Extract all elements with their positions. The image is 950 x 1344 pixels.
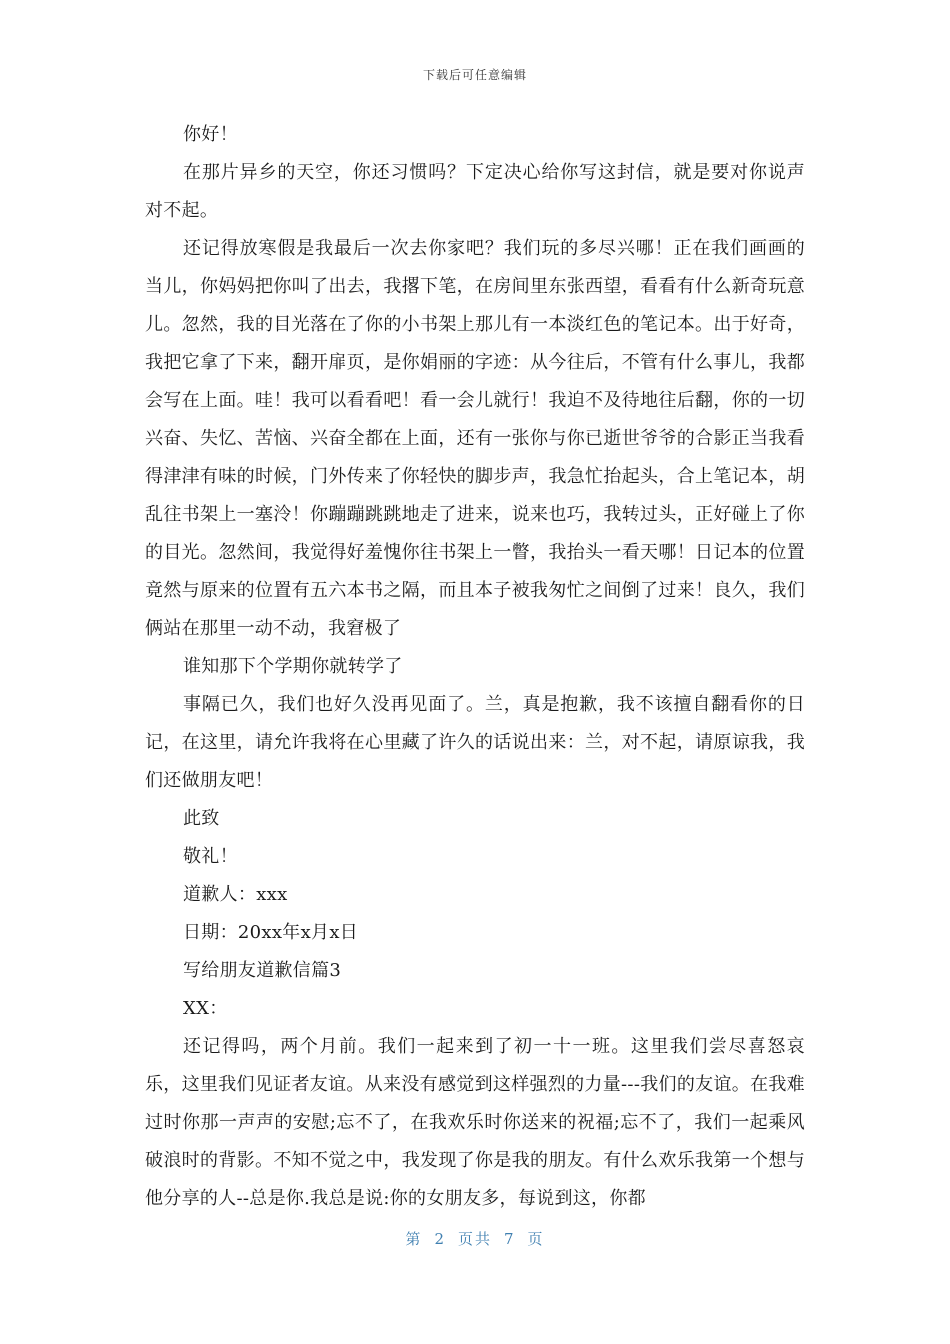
page-header: 下载后可任意编辑	[422, 68, 527, 82]
closing-line: 此致	[183, 808, 220, 829]
paragraph: 还记得放寒假是我最后一次去你家吧？我们玩的多尽兴哪！正在我们画画的当儿，你妈妈把你叫了出去，我撂下笔，在房间里东张西望，看看有什么新奇玩意儿。忽然，我的目光落在了你的小书架上那儿有一本淡红色的笔记本。出于好奇，我把它拿了下来，翻开扉页，是你娟丽的字迹：从今往后，不管有什么事儿，我都会写在上面。哇！我可以看看吧！看一会儿就行！我迫不及待地往后翻，你的一切兴奋、失忆、苦恼、兴奋全都在上面，还有一张你与你已逝世爷爷的合影正当我看得津津有味的时候，门外传来了你轻快的脚步声，我急忙抬起头，合上笔记本，胡乱往书架上一塞泠！你蹦蹦跳跳地走了进来，说来也巧，我转过头，正好碰上了你的目光。忽然间，我觉得好羞愧你往书架上一瞥，我抬头一看天哪！日记本的位置竟然与原来的位置有五六本书之隔，而且本子被我匆忙之间倒了过来！良久，我们俩站在那里一动不动，我窘极了	[145, 238, 805, 639]
greeting: 你好！	[183, 124, 238, 145]
salutation: XX：	[183, 998, 228, 1019]
paragraph: 还记得吗，两个月前。我们一起来到了初一十一班。这里我们尝尽喜怒哀乐，这里我们见证者友谊。从来没有感觉到这样强烈的力量---我们的友谊。在我难过时你那一声声的安慰;忘不了，在我欢乐时你送来的祝福;忘不了，我们一起乘风破浪时的背影。不知不觉之中，我发现了你是我的朋友。有什么欢乐我第一个想与他分享的人--总是你.我总是说:你的女朋友多，每说到这，你都	[145, 1036, 805, 1209]
footer-total-pages: 7	[504, 1230, 516, 1248]
paragraph: 在那片异乡的天空，你还习惯吗？下定决心给你写这封信，就是要对你说声对不起。	[145, 162, 805, 221]
signature-line: 道歉人：xxx	[183, 884, 288, 905]
paragraph: 谁知那下个学期你就转学了	[183, 656, 403, 677]
footer-label-of: 页共	[457, 1230, 492, 1248]
date-line: 日期：20xx年x月x日	[183, 922, 359, 943]
section-title: 写给朋友道歉信篇3	[183, 960, 342, 981]
footer-current-page: 2	[434, 1230, 446, 1248]
closing-salute: 敬礼！	[183, 846, 238, 867]
footer-label-page: 第	[405, 1230, 423, 1248]
footer-label-end: 页	[527, 1230, 545, 1248]
page-footer	[0, 1228, 950, 1249]
paragraph: 事隔已久，我们也好久没再见面了。兰，真是抱歉，我不该擅自翻看你的日记，在这里，请允许我将在心里藏了许久的话说出来：兰，对不起，请原谅我，我们还做朋友吧！	[145, 694, 805, 791]
letter-body	[145, 116, 805, 1218]
